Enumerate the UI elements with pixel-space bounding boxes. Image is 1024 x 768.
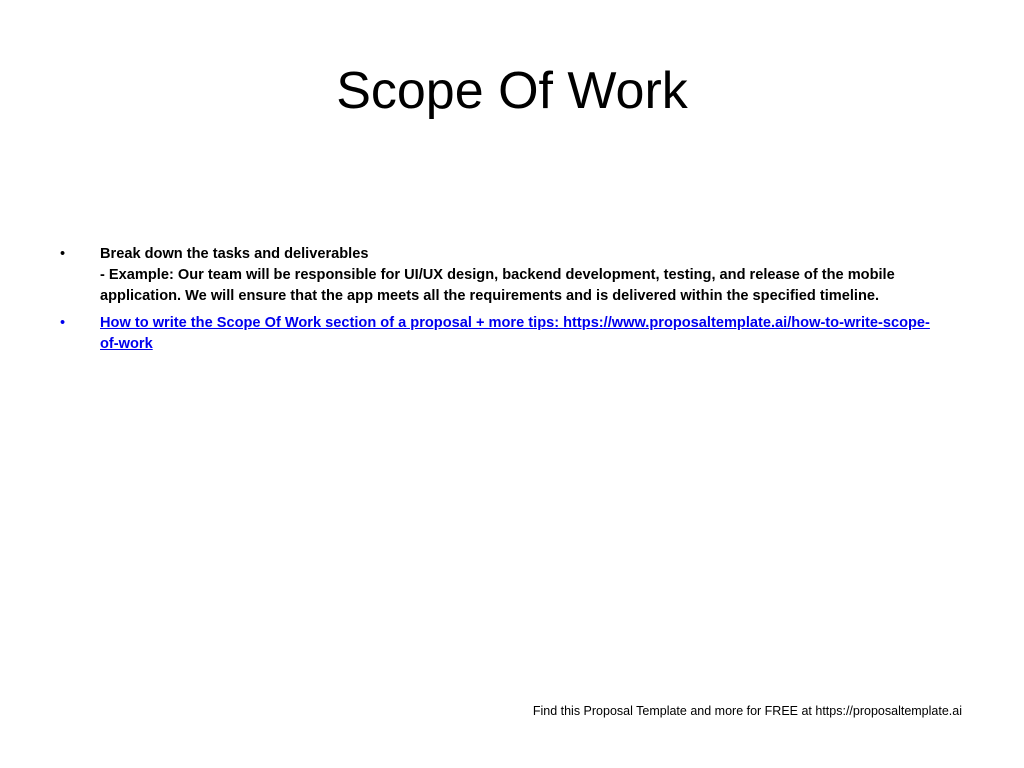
scope-of-work-tips-link[interactable]: How to write the Scope Of Work section of a proposal + more tips: https://www.proposaltemplate.ai/how-to-write-scope-of-work: [100, 315, 930, 352]
bullet-text: [100, 244, 940, 307]
bullet-item-tasks: [60, 244, 940, 307]
bullet-body: - Example: Our team will be responsible for UI/UX design, backend development, testing, and release of the mobile application. We will ensure that the app meets all the requirements and is delivered within the specified timeline.: [100, 267, 895, 304]
bullet-marker: •: [60, 315, 66, 331]
bullet-heading: Break down the tasks and deliverables: [100, 246, 369, 262]
bullet-list: [60, 244, 940, 361]
footer-note: Find this Proposal Template and more for FREE at https://proposaltemplate.ai: [532, 704, 962, 718]
bullet-item-link: [60, 313, 940, 355]
bullet-marker: •: [60, 246, 66, 262]
bullet-text: [100, 313, 940, 355]
slide-title: Scope Of Work: [336, 62, 688, 120]
